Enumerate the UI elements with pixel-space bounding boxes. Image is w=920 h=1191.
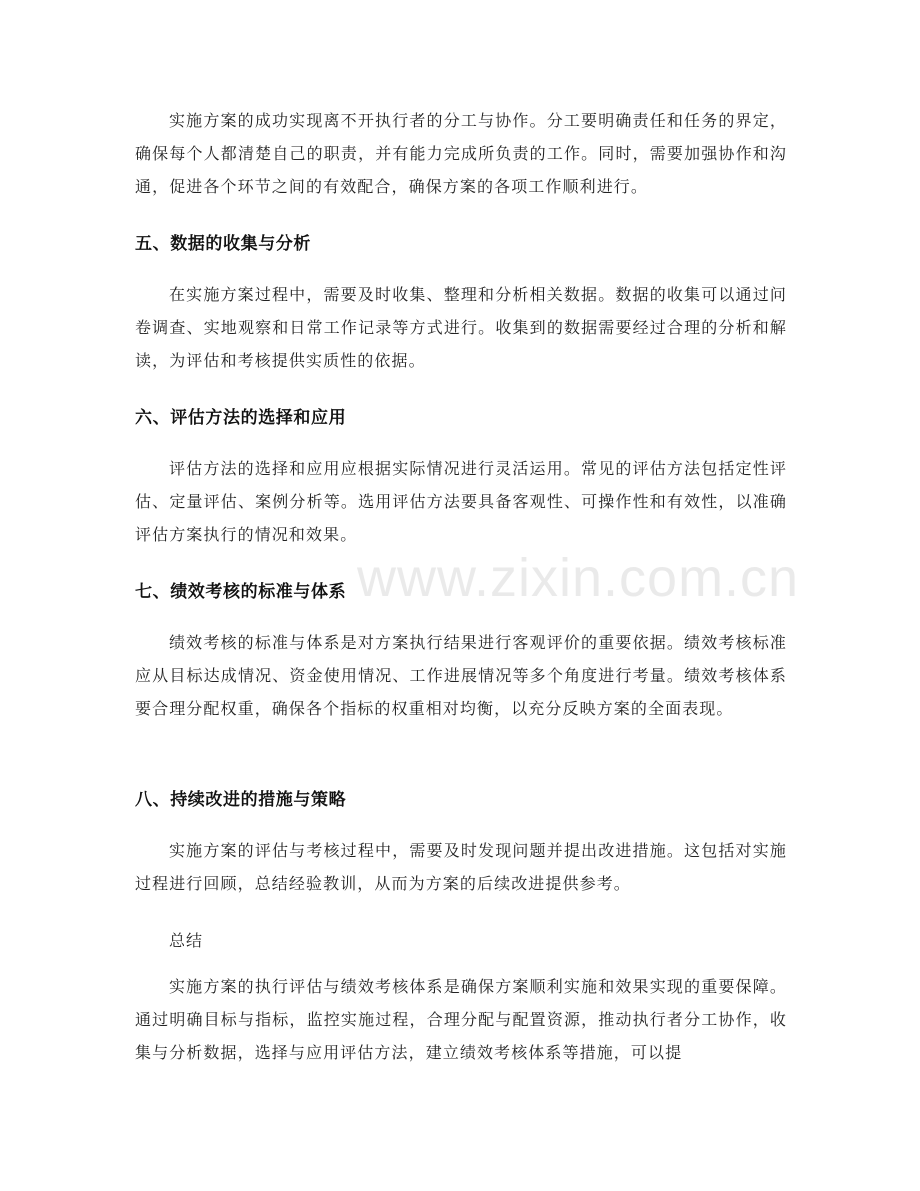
section-heading-7: 七、绩效考核的标准与体系 — [135, 582, 347, 602]
section-body-5: 在实施方案过程中，需要及时收集、整理和分析相关数据。数据的收集可以通过问卷调查、实地观察和日常工作记录等方式进行。收集到的数据需要经过合理的分析和解读，为评估和考核提供实质性的依据。 — [135, 285, 787, 370]
summary-body: 实施方案的执行评估与绩效考核体系是确保方案顺利实施和效果实现的重要保障。通过明确目标与指标，监控实施过程，合理分配与配置资源，推动执行者分工协作，收集与分析数据，选择与应用评估方法，建立绩效考核体系等措施，可以提 — [135, 977, 787, 1062]
section-heading-5: 五、数据的收集与分析 — [135, 234, 311, 254]
section-body-6: 评估方法的选择和应用应根据实际情况进行灵活运用。常见的评估方法包括定性评估、定量评估、案例分析等。选用评估方法要具备客观性、可操作性和有效性，以准确评估方案执行的情况和效果。 — [135, 459, 787, 544]
watermark: www.zixin.com.cn — [357, 548, 800, 608]
section-heading-6: 六、评估方法的选择和应用 — [135, 408, 347, 428]
section-body-7: 绩效考核的标准与体系是对方案执行结果进行客观评价的重要依据。绩效考核标准应从目标达成情况、资金使用情况、工作进展情况等多个角度进行考量。绩效考核体系要合理分配权重，确保各个指标的权重相对均衡，以充分反映方案的全面表现。 — [135, 633, 787, 718]
summary-label: 总结 — [169, 931, 204, 950]
section-heading-8: 八、持续改进的措施与策略 — [135, 790, 347, 810]
section-body-8: 实施方案的评估与考核过程中，需要及时发现问题并提出改进措施。这包括对实施过程进行回顾，总结经验教训，从而为方案的后续改进提供参考。 — [135, 841, 787, 893]
paragraph-intro: 实施方案的成功实现离不开执行者的分工与协作。分工要明确责任和任务的界定，确保每个人都清楚自己的职责，并有能力完成所负责的工作。同时，需要加强协作和沟通，促进各个环节之间的有效配合，确保方案的各项工作顺利进行。 — [135, 111, 787, 196]
